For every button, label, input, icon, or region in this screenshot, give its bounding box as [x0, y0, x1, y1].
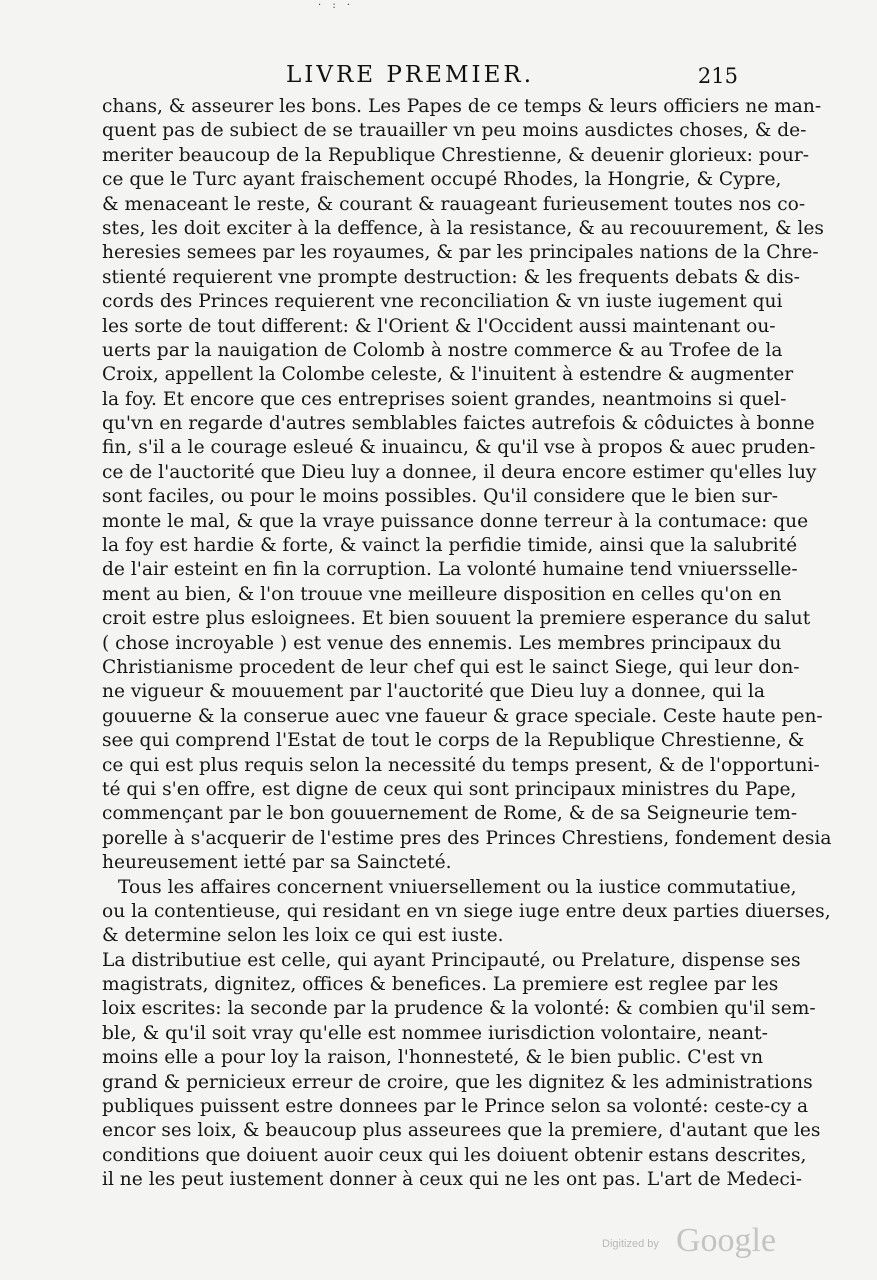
- digitized-by-label: Digitized by: [602, 1238, 659, 1250]
- page-header: [118, 62, 738, 94]
- text-line: & menaceant le reste, & courant & rauageant furieusement toutes nos co-: [102, 193, 806, 215]
- text-line: Croix, appellent la Colombe celeste, & l'inuitent à estendre & augmenter: [102, 364, 794, 386]
- text-line: la foy. Et encore que ces entreprises soient grandes, neantmoins si quel-: [102, 388, 787, 410]
- text-line: sont faciles, ou pour le moins possibles. Qu'il considere que le bien sur-: [102, 486, 779, 508]
- text-line: chans, & asseurer les bons. Les Papes de ce temps & leurs officiers ne man-: [102, 96, 822, 117]
- text-line: té qui s'en offre, est digne de ceux qui sont principaux ministres du Pape,: [102, 778, 797, 800]
- text-line: conditions que doiuent auoir ceux qui les doiuent obtenir estans descrites,: [102, 1144, 807, 1166]
- text-line: ce qui est plus requis selon la necessité du temps present, & de l'opportuni-: [102, 754, 820, 776]
- text-line: loix escrites: la seconde par la prudence & la volonté: & combien qu'il sem-: [102, 998, 816, 1020]
- text-line: ( chose incroyable ) est venue des ennemis. Les membres principaux du: [102, 632, 782, 654]
- body-text: [102, 95, 832, 1193]
- text-line: commençant par le bon gouuernement de Rome, & de sa Seigneurie tem-: [102, 803, 798, 825]
- text-line: ment au bien, & l'on trouue vne meilleure disposition en celles qu'on en: [102, 583, 782, 605]
- text-line: il ne les peut iustement donner à ceux qui ne les ont pas. L'art de Medeci-: [102, 1169, 803, 1191]
- text-line: gouuerne & la conserue auec vne faueur & grace speciale. Ceste haute pen-: [102, 705, 823, 727]
- text-line: cords des Princes requierent vne reconciliation & vn iuste iugement qui: [102, 291, 783, 313]
- text-line: grand & pernicieux erreur de croire, que les dignitez & les administrations: [102, 1071, 813, 1093]
- text-line: uerts par la nauigation de Colomb à nostre commerce & au Trofee de la: [102, 339, 783, 361]
- text-line: monte le mal, & que la vraye puissance donne terreur à la contumace: que: [102, 510, 809, 532]
- text-line: see qui comprend l'Estat de tout le corps de la Republique Chrestienne, &: [102, 730, 805, 752]
- text-line: quent pas de subiect de se trauailler vn peu moins ausdictes choses, & de-: [102, 120, 807, 142]
- text-line: fin, s'il a le courage esleué & inuaincu, & qu'il vse à propos & auec pruden-: [102, 437, 816, 459]
- page-number: 215: [697, 64, 738, 88]
- google-logo: Google: [676, 1222, 777, 1259]
- text-line: heresies semees par les royaumes, & par les principales nations de la Chre-: [102, 242, 819, 264]
- text-line: ce de l'auctorité que Dieu luy a donnee, il deura encore estimer qu'elles luy: [102, 461, 817, 483]
- text-line: croit estre plus esloignees. Et bien souuent la premiere esperance du salut: [102, 608, 811, 630]
- scan-marks: · : ·: [318, 0, 355, 11]
- text-line: la foy est hardie & forte, & vainct la perfidie timide, ainsi que la salubrité: [102, 535, 798, 557]
- text-line: Tous les affaires concernent vniuersellement ou la iustice commutatiue,: [118, 876, 797, 898]
- text-line: La distributiue est celle, qui ayant Principauté, ou Prelature, dispense ses: [102, 949, 801, 971]
- text-line: porelle à s'acquerir de l'estime pres des Princes Chrestiens, fondement desia: [102, 827, 832, 849]
- text-line: qu'vn en regarde d'autres semblables faictes autrefois & côduictes à bonne: [102, 413, 815, 435]
- text-line: de l'air esteint en fin la corruption. La volonté humaine tend vniuersselle-: [102, 559, 798, 581]
- text-line: meriter beaucoup de la Republique Chrestienne, & deuenir glorieux: pour-: [102, 144, 809, 166]
- running-title: LIVRE PREMIER.: [286, 62, 535, 88]
- text-line: stes, les doit exciter à la deffence, à la resistance, & au recouurement, & les: [102, 217, 824, 239]
- text-line: ce que le Turc ayant fraischement occupé Rhodes, la Hongrie, & Cypre,: [102, 169, 782, 191]
- text-line: publiques puissent estre donnees par le Prince selon sa volonté: ceste-cy a: [102, 1096, 809, 1118]
- text-line: ou la contentieuse, qui residant en vn siege iuge entre deux parties diuerses,: [102, 900, 831, 922]
- text-line: & determine selon les loix ce qui est iuste.: [102, 925, 504, 947]
- text-line: ne vigueur & mouuement par l'auctorité que Dieu luy a donnee, qui la: [102, 681, 765, 703]
- text-line: moins elle a pour loy la raison, l'honnesteté, & le bien public. C'est vn: [102, 1047, 764, 1069]
- text-line: magistrats, dignitez, offices & benefices. La premiere est reglee par les: [102, 974, 779, 996]
- digitized-watermark: [598, 1222, 798, 1262]
- text-line: ble, & qu'il soit vray qu'elle est nommee iurisdiction volontaire, neant-: [102, 1022, 768, 1044]
- text-line: les sorte de tout different: & l'Orient & l'Occident aussi maintenant ou-: [102, 315, 776, 337]
- text-line: stienté requierent vne prompte destruction: & les frequents debats & dis-: [102, 266, 800, 288]
- text-line: Christianisme procedent de leur chef qui est le sainct Siege, qui leur don-: [102, 656, 800, 678]
- text-line: encor ses loix, & beaucoup plus asseurees que la premiere, d'autant que les: [102, 1120, 821, 1142]
- text-line: heureusement ietté par sa Saincteté.: [102, 852, 452, 874]
